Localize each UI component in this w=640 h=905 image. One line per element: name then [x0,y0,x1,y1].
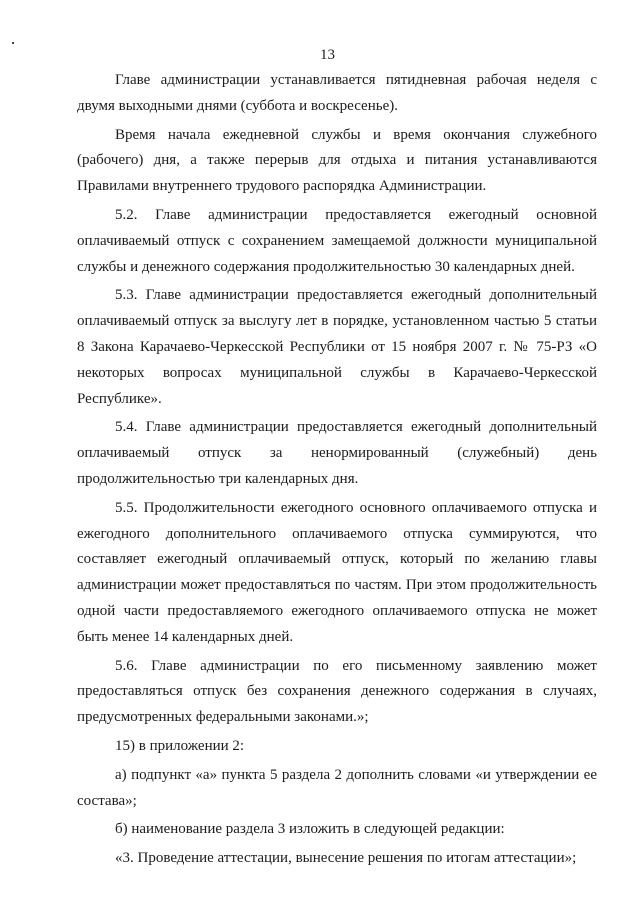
paragraph-section-3-title: «3. Проведение аттестации, вынесение решения по итогам аттестации»; [115,850,577,867]
paragraph-5-2: 5.2. Главе администрации предоставляется ежегодный основной оплачиваемый отпуск с сохранением замещаемой должности муниципальной службы и денежного содержания продолжительностью 30 календарных дней. [77,206,597,275]
paragraph-5-6: 5.6. Главе администрации по его письменному заявлению может предоставляться отпуск без сохранения денежного содержания в случаях, предусмотренных федеральными законами.»; [77,657,597,726]
paragraph-5-5: 5.5. Продолжительности ежегодного основного оплачиваемого отпуска и ежегодного дополнительного оплачиваемого отпуска суммируются, что составляет ежегодный оплачиваемый отпуск, который по желанию главы администрации может предоставляться по частям. При этом продолжительность одной части предоставляемого ежегодного оплачиваемого отпуска не может быть менее 14 календарных дней. [77,499,597,645]
paragraph-5-4: 5.4. Главе администрации предоставляется ежегодный дополнительный оплачиваемый отпуск за ненормированный (служебный) день продолжительностью три календарных дня. [77,419,597,487]
page-number: 13 [320,47,335,63]
paragraph-subitem-b: б) наименование раздела 3 изложить в следующей редакции: [115,821,505,838]
paragraph-5-3: 5.3. Главе администрации предоставляется ежегодный дополнительный оплачиваемый отпуск за выслугу лет в порядке, установленном частью 5 статьи 8 Закона Карачаево-Черкесской Республики от 15 ноября 2007 г. № 75-РЗ «О некоторых вопросах муниципальной службы в Карачаево-Черкесской Республике». [77,287,597,407]
paragraph-item-15: 15) в приложении 2: [115,737,245,754]
paragraph-work-week: Главе администрации устанавливается пятидневная рабочая неделя с двумя выходными днями (суббота и воскресенье). [77,72,597,114]
paragraph-service-hours: Время начала ежедневной службы и время окончания служебного (рабочего) дня, а также перерыв для отдыха и питания устанавливаются Правилами внутреннего трудового распорядка Администрации. [77,126,597,195]
document-body [77,68,597,875]
paragraph-subitem-a: а) подпункт «а» пункта 5 раздела 2 дополнить словами «и утверждении ее состава»; [77,766,597,809]
